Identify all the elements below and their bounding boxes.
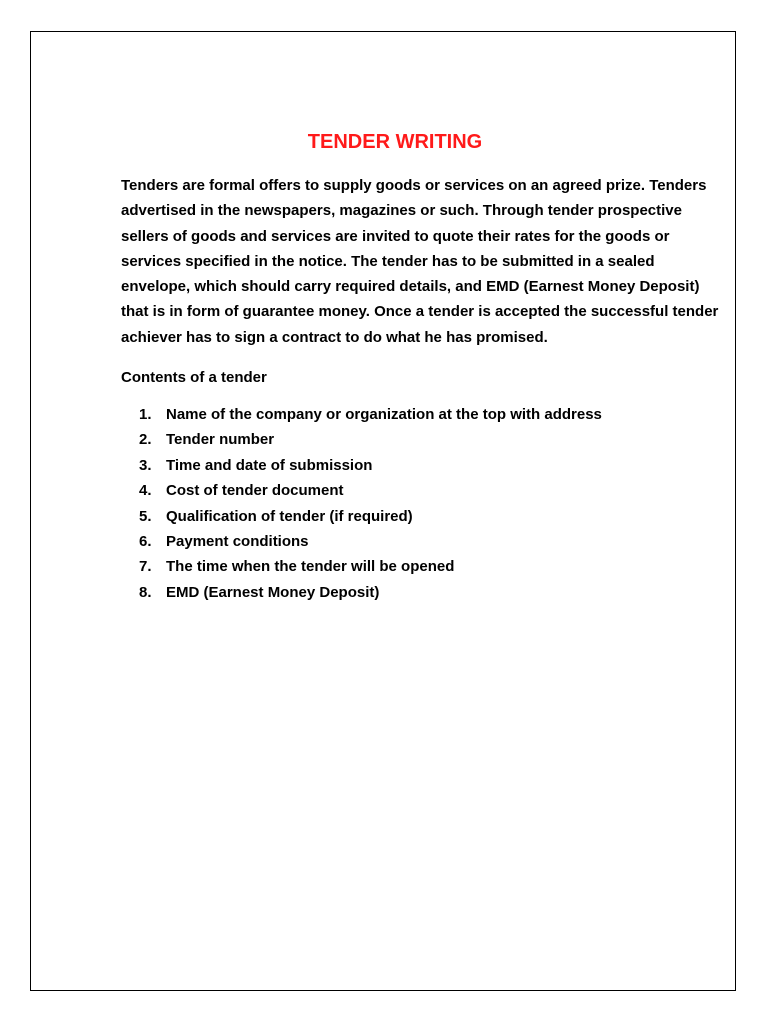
list-item-number: 6. <box>139 533 152 551</box>
list-item-text: EMD (Earnest Money Deposit) <box>166 583 380 601</box>
list-item-text: Time and date of submission <box>166 456 373 474</box>
list-item-text: The time when the tender will be opened <box>166 558 455 576</box>
list-item-text: Qualification of tender (if required) <box>166 507 413 525</box>
list-item-number: 2. <box>139 431 152 449</box>
list-item-number: 7. <box>139 558 152 576</box>
list-item-number: 1. <box>139 406 152 423</box>
list-item <box>121 554 721 579</box>
document-page <box>30 31 736 991</box>
list-item-text: Tender number <box>166 431 275 449</box>
list-item <box>121 529 721 554</box>
document-title: TENDER WRITING <box>307 131 483 153</box>
list-item <box>121 427 721 452</box>
intro-paragraph: Tenders are formal offers to supply goods or services on an agreed prize. Tenders advertised in the newspapers, magazines or such. Through tender prospective sellers of goods and services are invited to quote their rates for the goods or services specified in the notice. The tender has to be submitted in a sealed envelope, which should carry required details, and EMD (Earnest Money Deposit) that is in form of guarantee money. Once a tender is accepted the successful tender achiever has to sign a contract to do what he has promised. <box>121 177 719 346</box>
list-item <box>121 504 721 529</box>
list-item <box>121 478 721 503</box>
list-item-number: 4. <box>139 482 152 500</box>
list-item <box>121 453 721 478</box>
list-item-text: Cost of tender document <box>166 482 344 500</box>
list-item-text: Payment conditions <box>166 533 309 551</box>
list-item-number: 8. <box>139 583 152 601</box>
list-item-number: 5. <box>139 507 152 525</box>
contents-subheading: Contents of a tender <box>121 369 267 386</box>
list-item-text: Name of the company or organization at the top with address <box>166 406 602 423</box>
list-item-number: 3. <box>139 456 152 474</box>
list-item <box>121 402 721 427</box>
list-item <box>121 580 721 605</box>
contents-list <box>121 402 721 605</box>
